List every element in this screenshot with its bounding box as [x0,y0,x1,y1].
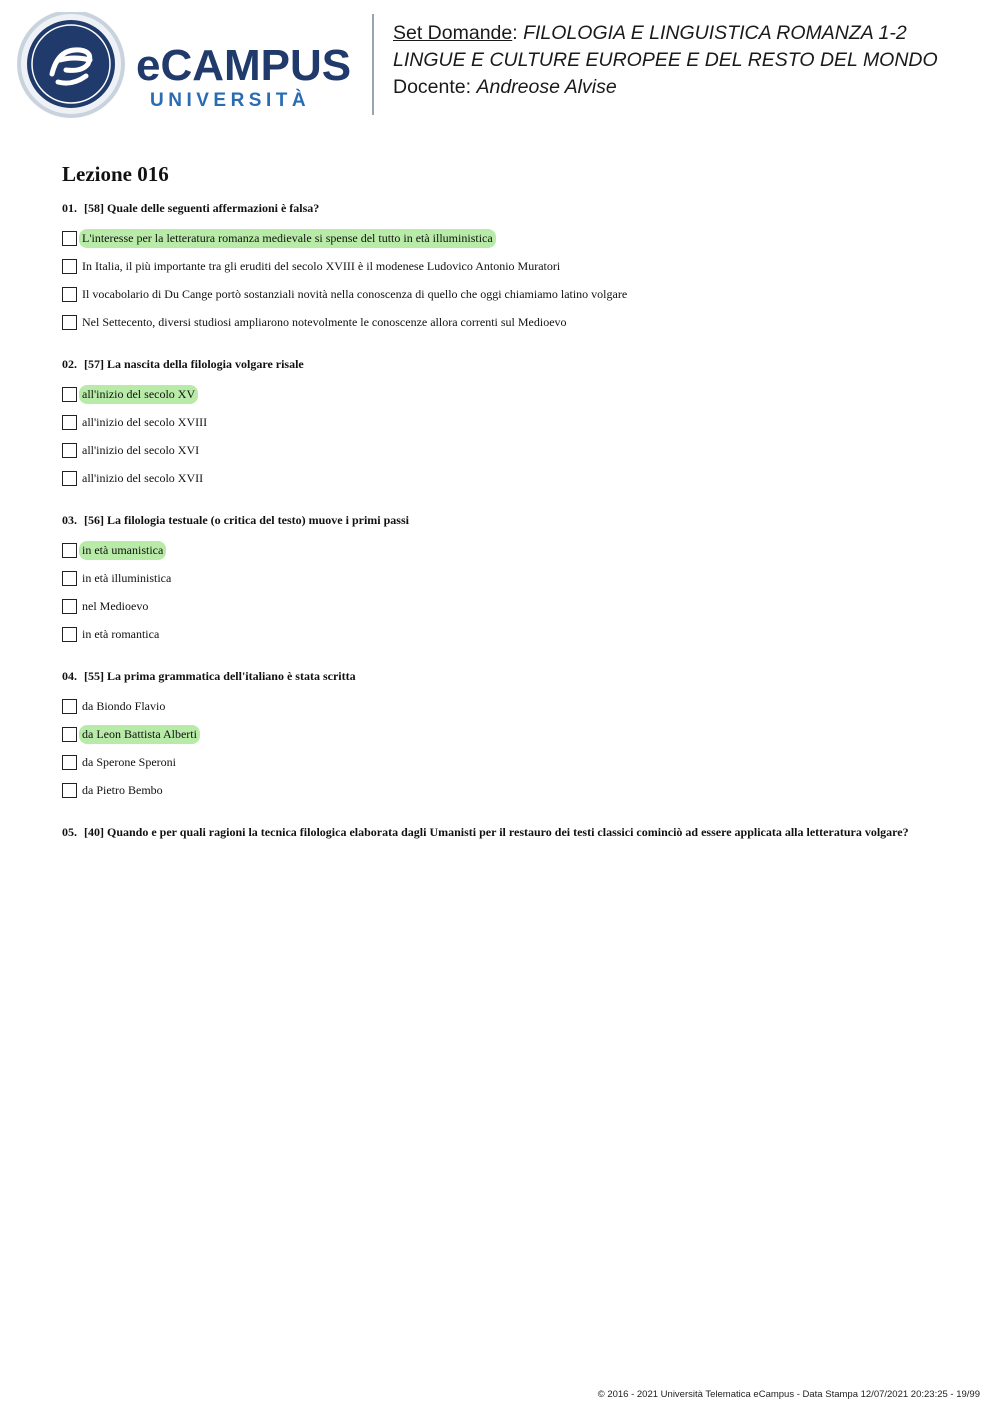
ecampus-logo [14,12,359,120]
set-label: Set Domande [393,22,513,44]
answer-option [62,464,942,492]
answer-option [62,564,942,592]
set-separator: : [512,22,518,44]
main-content [62,160,942,861]
answer-checkbox[interactable] [62,783,77,798]
answer-option [62,224,942,252]
question-text [62,357,942,372]
question [62,669,942,804]
course-subtitle: LINGUE E CULTURE EUROPEE E DEL RESTO DEL MONDO [393,49,938,71]
lesson-title: Lezione 016 [62,162,169,186]
header-info [393,20,983,101]
ecampus-seal-icon [14,12,359,120]
answer-checkbox[interactable] [62,755,77,770]
answer-checkbox[interactable] [62,231,77,246]
answer-option [62,380,942,408]
answer-checkbox[interactable] [62,727,77,742]
answer-text: in età romantica [82,626,160,641]
question [62,513,942,648]
answer-text: In Italia, il più importante tra gli eruditi del secolo XVIII è il modenese Ludovico Antonio Muratori [82,258,561,273]
answer-text: in età illuministica [82,570,172,585]
question-list [62,201,942,840]
answer-option [62,436,942,464]
answer-option [62,252,942,280]
question-text [62,825,942,840]
header-divider [372,14,374,115]
answer-checkbox[interactable] [62,287,77,302]
answer-text: da Sperone Speroni [82,754,176,769]
answer-option [62,408,942,436]
answer-text: all'inizio del secolo XVIII [82,414,208,429]
question-text [62,513,942,528]
header-line-1 [393,20,983,47]
answer-text-correct: in età umanistica [79,541,166,560]
answer-option [62,720,942,748]
answer-checkbox[interactable] [62,571,77,586]
answer-checkbox[interactable] [62,699,77,714]
answer-option [62,280,942,308]
answer-option [62,536,942,564]
question-text [62,201,942,216]
answer-option [62,776,942,804]
answer-option [62,308,942,336]
answer-text: all'inizio del secolo XVI [82,442,200,457]
answer-text: nel Medioevo [82,598,149,613]
answer-option [62,692,942,720]
question-label: [40] Quando e per quali ragioni la tecnica filologica elaborata dagli Umanisti per il restauro dei testi classici cominciò ad essere applicata alla letteratura volgare? [84,825,909,839]
answer-text: Il vocabolario di Du Cange portò sostanziali novità nella conoscenza di quello che oggi chiamiamo latino volgare [82,286,628,301]
answer-checkbox[interactable] [62,315,77,330]
question-label: [58] Quale delle seguenti affermazioni è falsa? [84,201,320,215]
answer-text: all'inizio del secolo XVII [82,470,204,485]
answer-text: da Pietro Bembo [82,782,163,797]
footer: © 2016 - 2021 Università Telematica eCampus - Data Stampa 12/07/2021 20:23:25 - 19/99 [597,1389,980,1400]
question-number: 04. [62,669,77,683]
question [62,201,942,336]
answer-option [62,620,942,648]
question-number: 05. [62,825,77,839]
question-number: 03. [62,513,77,527]
question [62,825,942,840]
logo-wordmark: eCAMPUS [136,41,352,90]
answer-checkbox[interactable] [62,627,77,642]
header-line-3 [393,74,983,101]
question-label: [55] La prima grammatica dell'italiano è stata scritta [84,669,356,683]
answer-checkbox[interactable] [62,387,77,402]
question-label: [57] La nascita della filologia volgare risale [84,357,304,371]
question-number: 02. [62,357,77,371]
answer-text-correct: all'inizio del secolo XV [79,385,198,404]
question [62,357,942,492]
answer-checkbox[interactable] [62,471,77,486]
logo-subtitle: UNIVERSITÀ [150,90,311,111]
teacher-name: Andreose Alvise [476,76,617,98]
answer-checkbox[interactable] [62,543,77,558]
course-title: FILOLOGIA E LINGUISTICA ROMANZA 1-2 [523,22,907,44]
answer-text: Nel Settecento, diversi studiosi ampliarono notevolmente le conoscenze allora correnti sul Medioevo [82,314,567,329]
answer-text: da Biondo Flavio [82,698,166,713]
answer-checkbox[interactable] [62,259,77,274]
answer-checkbox[interactable] [62,443,77,458]
answer-checkbox[interactable] [62,599,77,614]
answer-text-correct: da Leon Battista Alberti [79,725,200,744]
teacher-label: Docente: [393,76,472,98]
question-number: 01. [62,201,77,215]
answer-text-correct: L'interesse per la letteratura romanza medievale si spense del tutto in età illuministica [79,229,496,248]
answer-option [62,592,942,620]
question-text [62,669,942,684]
answer-checkbox[interactable] [62,415,77,430]
answer-option [62,748,942,776]
question-label: [56] La filologia testuale (o critica del testo) muove i primi passi [84,513,409,527]
